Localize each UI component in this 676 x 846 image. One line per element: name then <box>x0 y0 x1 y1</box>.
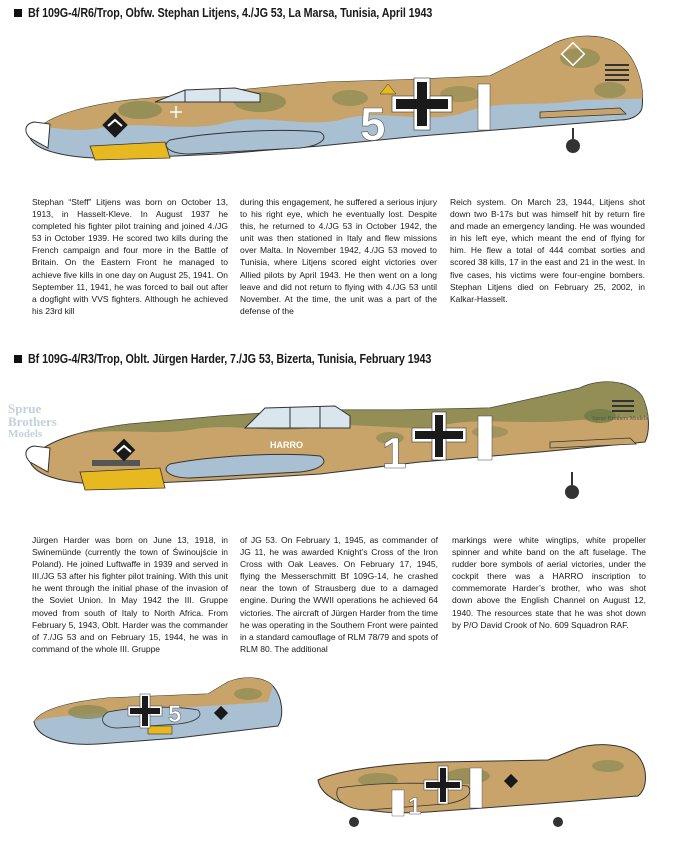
upper-view-litjens <box>28 672 318 756</box>
cockpit-canopy <box>245 406 350 428</box>
top-view-number-1: 1 <box>408 793 422 820</box>
harro-inscription: HARRO <box>270 440 303 450</box>
section-1-title-text: Bf 109G-4/R6/Trop, Obfw. Stephan Litjens, 4./JG 53, La Marsa, Tunisia, April 1943 <box>28 6 433 20</box>
upper-view-harder <box>308 740 668 836</box>
watermark-line-1: Sprue <box>8 401 42 416</box>
title-bullet <box>14 355 22 363</box>
section-2-title-text: Bf 109G-4/R3/Trop, Oblt. Jürgen Harder, 7./JG 53, Bizerta, Tunisia, February 1943 <box>28 352 432 366</box>
section-2-title <box>14 352 497 366</box>
section-1-column-1: Stephan “Steff” Litjens was born on October 13, 1913, in Hasselt-Kleve. In August 1937 he completed his fighter pilot training and joined 4./JG 53 in October 1939. He scored two kills during the French campaign and four more in the Battle of Britain. On the Eastern Front he managed to achieve five kills in one day on August 25, 1941. On September 11, 1941, he was forced to bail out after a dogfight with VVS fighters. Although he achieved his 23rd kill <box>32 197 228 316</box>
profile-litjens <box>20 28 670 188</box>
watermark-line-2: Brothers <box>8 414 57 429</box>
section-2-column-1: Jürgen Harder was born on June 13, 1918, in Swinemünde (currently the town of Świnoujście in Poland). He joined Luftwaffe in 1939 and served in III./JG 53 after his fighter pilot training. With this unit he went through the initial phase of the invasion of the Soviet Union. In May 1942 the III. Gruppe moved from south of Italy to North Africa. From February 5, 1943, Oblt. Harder was the commander of 7./JG 53 and on February 15, 1944, he was in command of the whole III. Gruppe <box>32 535 228 654</box>
cockpit-canopy <box>155 88 260 102</box>
section-1-title <box>14 6 498 20</box>
section-1-column-2: during this engagement, he suffered a serious injury to his right eye, which he eventually lost. Despite this, he returned to 4./JG 53 in October 1942, the unit was then stationed in Italy and flew missions over Malta. In November 1942, 4./JG 53 moved to Tunisia, where Litjens scored eight victories over Allied pilots by April 1943. He then went on a long leave and did not return to flying with 4./JG 53 until November. At the time, the unit was a part of the defense of the <box>240 197 437 316</box>
watermark-line-3: Models <box>8 428 43 440</box>
section-1-column-3: Reich system. On March 23, 1944, Litjens shot down two B-17s but was himself hit by return fire and made an emergency landing. He was wounded in his left eye, which meant the end of flying for him. He flew a total of 444 combat sorties and scored 38 kills, 17 in the east and 21 in the west. In five cases, his victims were four-engine bombers. Stephan Litjens died on February 25, 2002, in Kalkar-Hasselt. <box>450 197 645 304</box>
section-2-column-2: of JG 53. On February 1, 1945, as commander of JG 11, he was awarded Knight’s Cross of the Iron Cross with Oak Leaves. On February 17, 1945, flying the Messerschmitt Bf 109G-14, he crashed near the town of Strausberg due to a damaged engine. During the WWII operations he achieved 64 victories. The aircraft of Jürgen Harder from the time he was operating in the Southern Front were painted in a standard camouflage of RLM 78/79 and spots of RLM 80. The additional <box>240 535 438 654</box>
top-view-number-5: 5 <box>168 701 182 728</box>
aircraft-number-1: 1 <box>382 429 407 478</box>
aircraft-number-5: 5 <box>360 98 386 150</box>
tail-watermark: Sprue Brothers Models <box>592 416 648 422</box>
profile-harder <box>20 376 670 512</box>
section-2-column-3: markings were white wingtips, white propeller spinner and white band on the aft fuselage. The rudder bore symbols of aerial victories, under the cockpit there was a HARRO inscription to commemorate Harder’s brother, who was shot down above the English Channel on August 12, 1940. The resources state that he was shot down by P/O David Crook of No. 609 Squadron RAF. <box>452 535 646 630</box>
rudder-victory-bars <box>612 400 634 412</box>
title-bullet <box>14 9 22 17</box>
